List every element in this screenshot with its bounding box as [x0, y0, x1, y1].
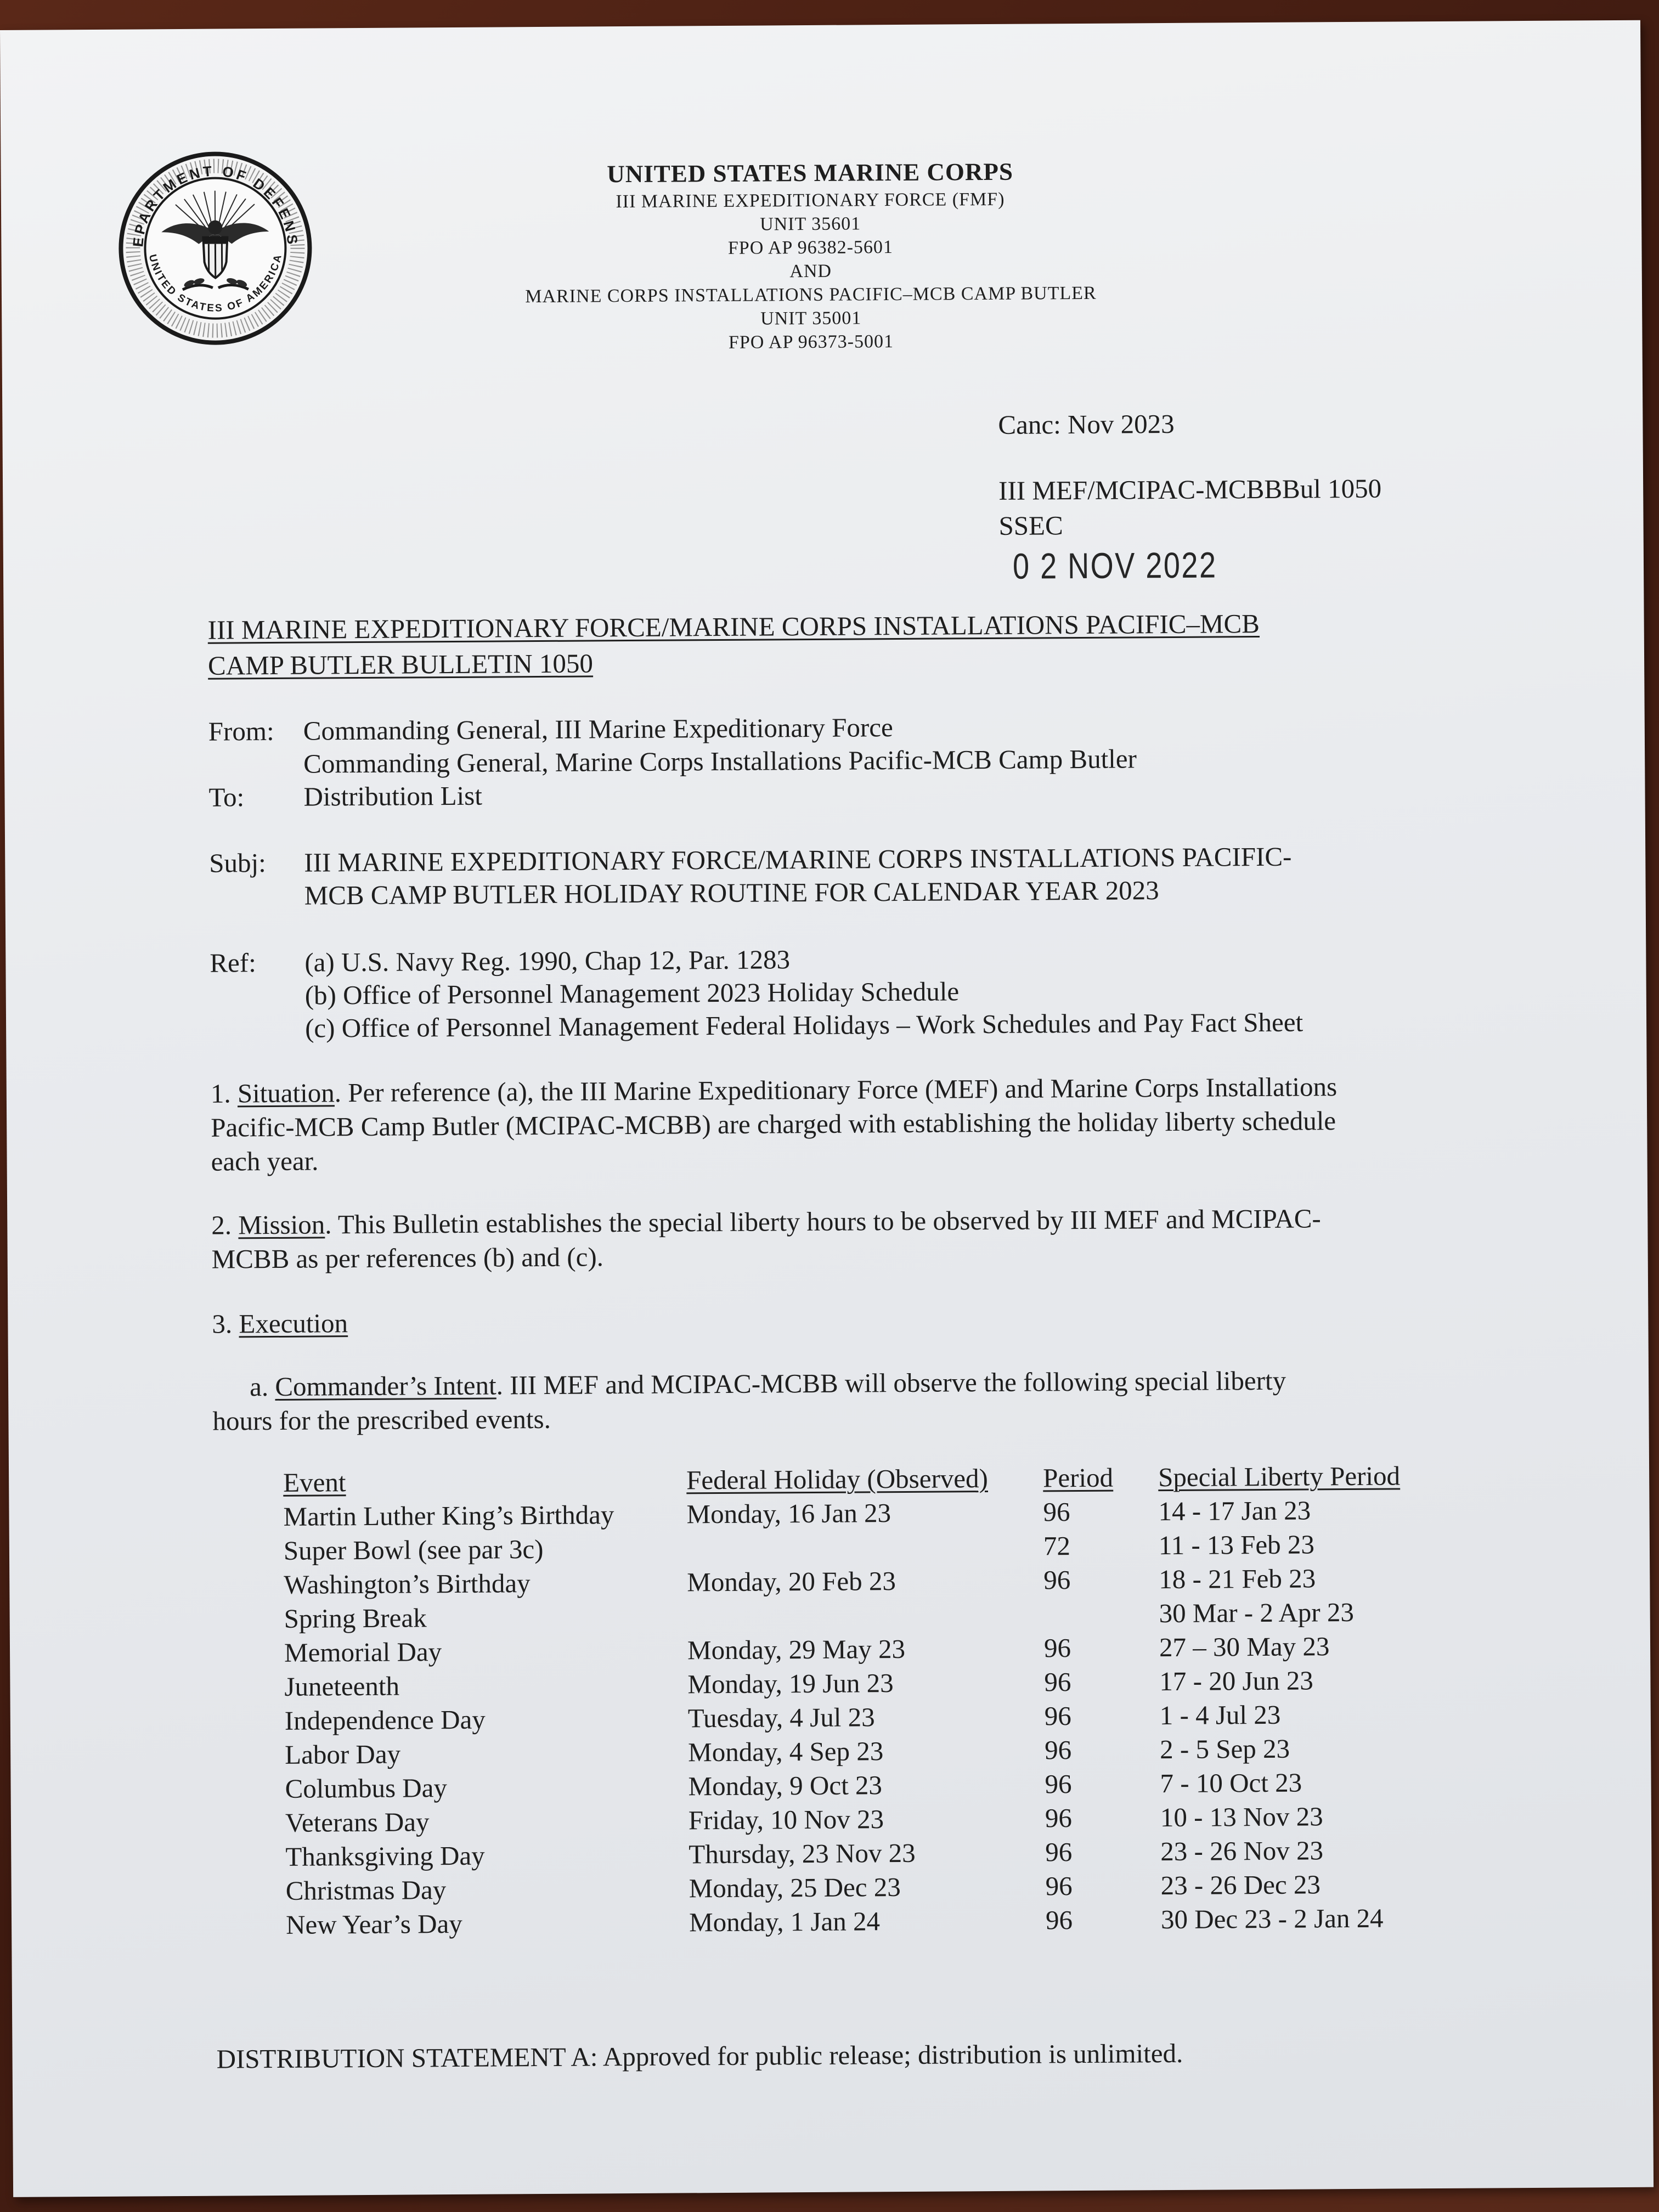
situation-paragraph-line-3: each year. — [211, 1146, 319, 1177]
office-code: SSEC — [998, 510, 1063, 541]
situation-heading: Situation — [237, 1077, 335, 1109]
section-number: 1. — [210, 1078, 231, 1109]
liberty-cell: 27 – 30 May 23 — [1159, 1631, 1330, 1663]
liberty-cell: 17 - 20 Jun 23 — [1159, 1665, 1313, 1697]
subsection-letter: a. — [249, 1372, 269, 1402]
situation-paragraph-line-2: Pacific-MCB Camp Butler (MCIPAC-MCBB) are charged with establishing the holiday liberty schedule — [211, 1105, 1336, 1143]
table-row — [286, 1901, 1471, 1942]
dod-seal-icon — [116, 149, 314, 348]
holiday-cell: Tuesday, 4 Jul 23 — [687, 1702, 875, 1734]
event-cell: Martin Luther King’s Birthday — [283, 1499, 614, 1532]
execution-heading: Execution — [239, 1308, 348, 1339]
letterhead-line: UNIT 35001 — [760, 308, 862, 329]
liberty-cell: 18 - 21 Feb 23 — [1159, 1563, 1316, 1595]
holiday-schedule-table — [283, 1459, 1471, 1942]
liberty-cell: 23 - 26 Nov 23 — [1160, 1835, 1324, 1867]
period-cell: 96 — [1043, 1633, 1071, 1663]
period-cell: 96 — [1044, 1667, 1071, 1697]
period-cell: 96 — [1045, 1803, 1073, 1833]
period-cell: 96 — [1043, 1565, 1071, 1595]
liberty-cell: 1 - 4 Jul 23 — [1159, 1699, 1281, 1731]
commanders-intent-line-1 — [250, 1364, 1286, 1404]
event-cell: Spring Break — [284, 1602, 427, 1634]
holiday-cell: Friday, 10 Nov 23 — [688, 1804, 884, 1836]
event-cell: Memorial Day — [284, 1637, 442, 1668]
to-label: To: — [208, 782, 245, 812]
mission-paragraph-line-2: MCBB as per references (b) and (c). — [211, 1242, 604, 1274]
mission-heading: Mission — [238, 1209, 325, 1240]
subject-line-1: III MARINE EXPEDITIONARY FORCE/MARINE CORPS INSTALLATIONS PACIFIC- — [304, 841, 1292, 878]
holiday-cell — [687, 1597, 1043, 1633]
document-reference-id: III MEF/MCIPAC-MCBBBul 1050 — [998, 473, 1382, 506]
period-cell: 96 — [1045, 1735, 1072, 1765]
holiday-cell: Monday, 16 Jan 23 — [686, 1498, 891, 1530]
liberty-cell: 2 - 5 Sep 23 — [1160, 1733, 1290, 1765]
event-cell: Independence Day — [284, 1704, 486, 1736]
period-cell: 96 — [1045, 1769, 1072, 1799]
commanders-intent-line-2: hours for the prescribed events. — [212, 1403, 551, 1436]
subject-line-2: MCB CAMP BUTLER HOLIDAY ROUTINE FOR CALENDAR YEAR 2023 — [304, 875, 1159, 911]
organization-name: UNITED STATES MARINE CORPS — [607, 157, 1014, 188]
period-cell: 96 — [1044, 1701, 1071, 1731]
subject-label: Subj: — [209, 848, 266, 878]
event-cell: Veterans Day — [285, 1807, 430, 1838]
letterhead-line: UNIT 35601 — [760, 213, 861, 235]
letterhead-line: FPO AP 96373-5001 — [728, 331, 894, 353]
liberty-cell: 10 - 13 Nov 23 — [1160, 1801, 1323, 1833]
letterhead — [494, 155, 1126, 356]
column-header-event: Event — [283, 1467, 346, 1498]
holiday-cell: Monday, 25 Dec 23 — [689, 1872, 901, 1904]
liberty-cell: 30 Mar - 2 Apr 23 — [1159, 1596, 1355, 1629]
liberty-cell: 14 - 17 Jan 23 — [1158, 1495, 1311, 1527]
holiday-cell: Monday, 4 Sep 23 — [688, 1736, 884, 1768]
holiday-cell: Monday, 20 Feb 23 — [687, 1566, 896, 1598]
liberty-cell: 7 - 10 Oct 23 — [1160, 1767, 1302, 1799]
reference-a: (a) U.S. Navy Reg. 1990, Chap 12, Par. 1283 — [304, 944, 791, 978]
event-cell: Super Bowl (see par 3c) — [283, 1534, 544, 1566]
reference-b: (b) Office of Personnel Management 2023 Holiday Schedule — [304, 976, 960, 1011]
liberty-cell: 11 - 13 Feb 23 — [1158, 1529, 1315, 1561]
liberty-cell: 30 Dec 23 - 2 Jan 24 — [1160, 1903, 1384, 1935]
holiday-cell: Monday, 1 Jan 24 — [689, 1906, 881, 1938]
event-cell: Juneteenth — [284, 1671, 400, 1702]
liberty-cell: 23 - 26 Dec 23 — [1160, 1869, 1321, 1901]
section-number: 2. — [211, 1210, 232, 1240]
from-label: From: — [208, 715, 274, 747]
period-cell: 72 — [1043, 1531, 1071, 1561]
event-cell: Washington’s Birthday — [284, 1568, 531, 1600]
letterhead-line: III MARINE EXPEDITIONARY FORCE (FMF) — [616, 189, 1005, 212]
commanders-intent-text: . III MEF and MCIPAC-MCBB will observe the following special liberty — [496, 1365, 1286, 1401]
period-cell: 96 — [1045, 1905, 1073, 1936]
bulletin-title-line-1: III MARINE EXPEDITIONARY FORCE/MARINE CORPS INSTALLATIONS PACIFIC–MCB — [207, 608, 1260, 645]
period-cell: 96 — [1045, 1871, 1073, 1901]
event-cell: Christmas Day — [285, 1875, 447, 1906]
letterhead-line: MARINE CORPS INSTALLATIONS PACIFIC–MCB CAMP BUTLER — [525, 283, 1097, 307]
bulletin-title-line-2: CAMP BUTLER BULLETIN 1050 — [207, 648, 594, 681]
holiday-cell: Monday, 29 May 23 — [687, 1633, 906, 1666]
column-header-period: Period — [1042, 1462, 1114, 1493]
date-stamp: 0 2 NOV 2022 — [1012, 544, 1217, 586]
holiday-cell: Monday, 19 Jun 23 — [687, 1668, 894, 1700]
event-cell: Labor Day — [285, 1739, 401, 1770]
period-cell: 96 — [1043, 1497, 1070, 1527]
execution-heading-line — [212, 1306, 348, 1341]
table-row — [284, 1663, 1469, 1704]
letterhead-line: AND — [789, 261, 832, 282]
from-line-1: Commanding General, III Marine Expeditionary Force — [303, 712, 893, 746]
event-cell: New Year’s Day — [285, 1908, 462, 1940]
event-cell: Columbus Day — [285, 1773, 448, 1804]
holiday-cell: Monday, 9 Oct 23 — [688, 1770, 883, 1802]
distribution-statement: DISTRIBUTION STATEMENT A: Approved for public release; distribution is unlimited. — [216, 2038, 1183, 2074]
mission-text: . This Bulletin establishes the special liberty hours to be observed by III MEF and MCIPAC- — [325, 1203, 1321, 1240]
to-value: Distribution List — [303, 780, 483, 812]
reference-label: Ref: — [210, 947, 256, 978]
period-cell — [1043, 1596, 1159, 1631]
event-cell: Thanksgiving Day — [285, 1840, 485, 1872]
mission-paragraph-line-1 — [211, 1201, 1321, 1242]
cancellation-date: Canc: Nov 2023 — [998, 408, 1175, 440]
letterhead-line: FPO AP 96382-5601 — [727, 237, 894, 258]
holiday-cell: Thursday, 23 Nov 23 — [689, 1837, 916, 1870]
reference-c: (c) Office of Personnel Management Federal Holidays – Work Schedules and Pay Fact Sheet — [304, 1007, 1304, 1043]
column-header-federal-holiday: Federal Holiday (Observed) — [686, 1463, 989, 1496]
section-number: 3. — [212, 1308, 233, 1339]
situation-text: . Per reference (a), the III Marine Expeditionary Force (MEF) and Marine Corps Installations — [334, 1071, 1338, 1108]
svg-text:• UNITED STATES OF AMERICA •: UNITED STATES OF AMERICA — [146, 252, 285, 314]
column-header-special-liberty-period: Special Liberty Period — [1158, 1460, 1401, 1493]
commanders-intent-heading: Commander’s Intent — [275, 1370, 496, 1402]
svg-text:DEPARTMENT OF DEFENSE: DEPARTMENT OF DEFENSE — [129, 162, 301, 248]
period-cell: 96 — [1045, 1837, 1073, 1867]
document-page — [0, 20, 1654, 2197]
from-line-2: Commanding General, Marine Corps Installations Pacific-MCB Camp Butler — [303, 743, 1137, 779]
holiday-cell — [687, 1529, 1043, 1565]
